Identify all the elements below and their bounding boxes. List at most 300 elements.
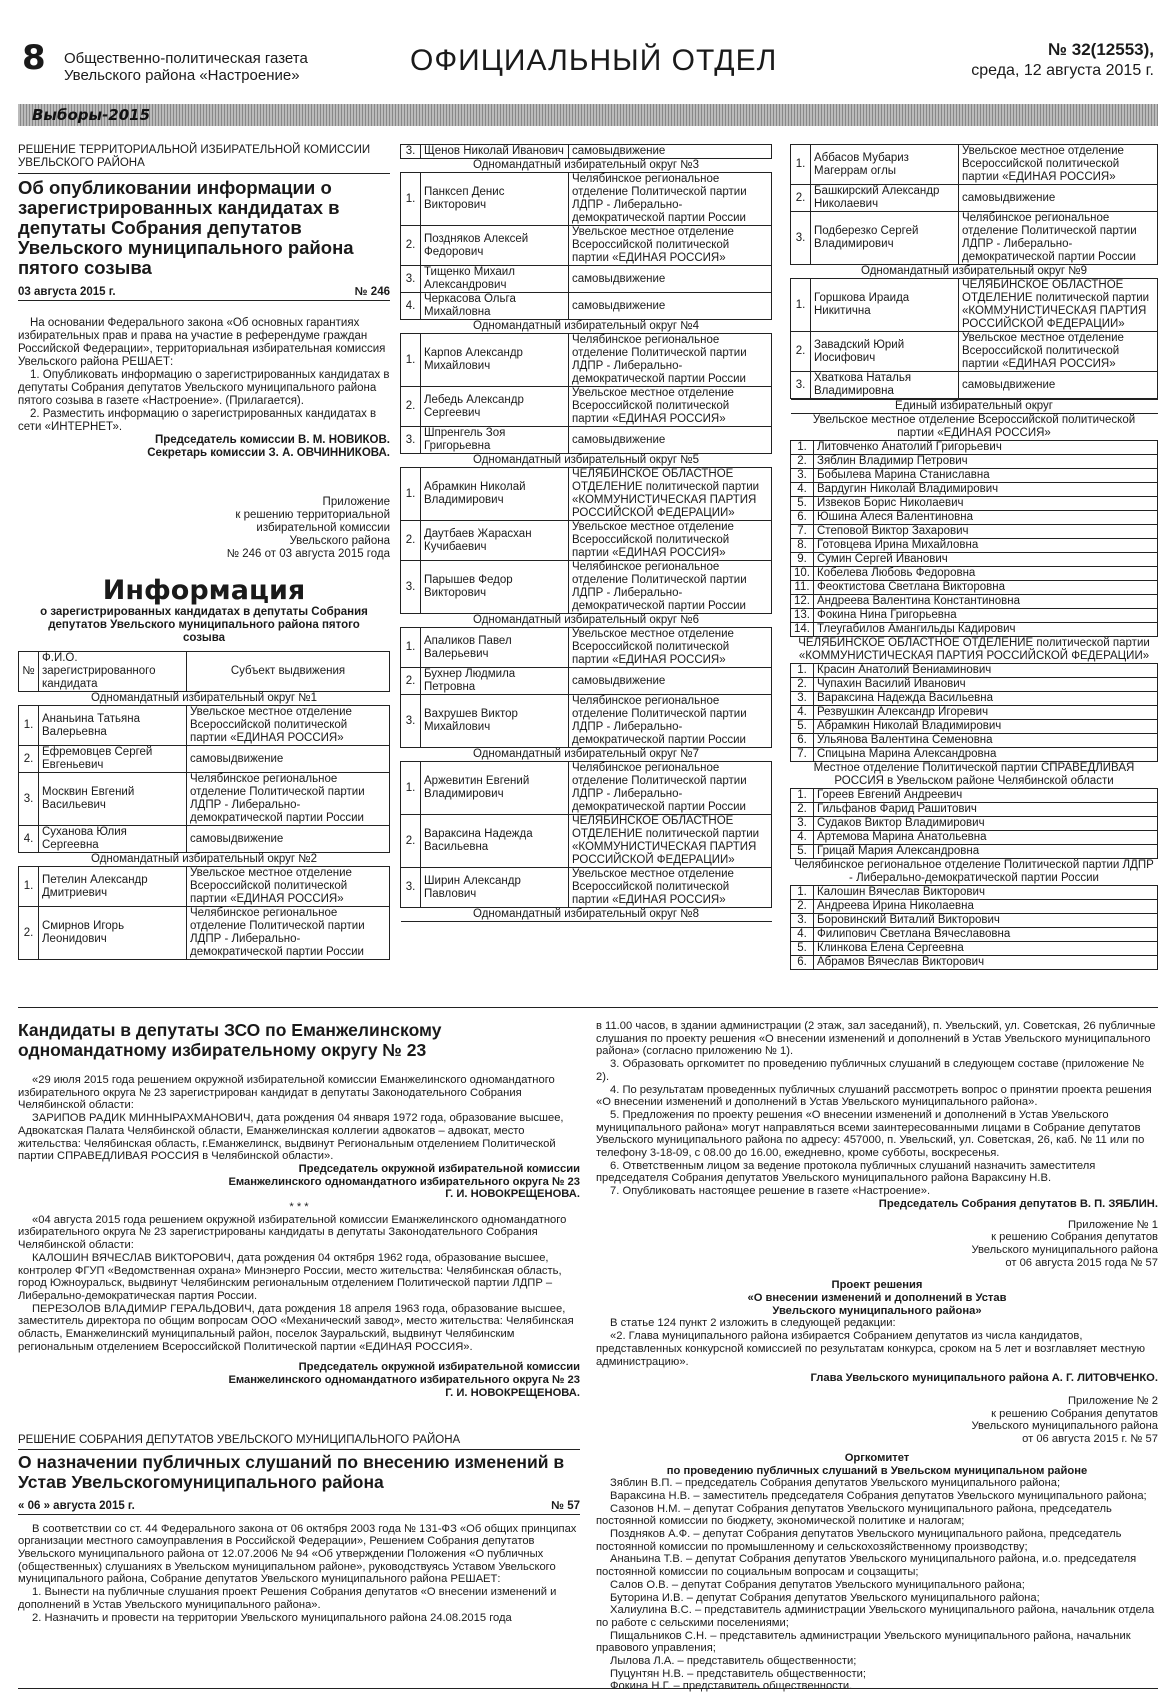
candidate-name: Юшина Алеся Валентиновна — [814, 511, 1158, 525]
table-row — [19, 826, 390, 853]
row-number: 2. — [791, 185, 811, 212]
table-row — [401, 226, 772, 266]
nominating-subject: самовыдвижение — [569, 293, 772, 320]
row-number: 1. — [791, 441, 814, 455]
row-number: 2. — [791, 803, 814, 817]
nominating-subject: самовыдвижение — [569, 266, 772, 293]
nominating-subject: Увельское местное отделение Всероссийской политической партии «ЕДИНАЯ РОССИЯ» — [187, 867, 390, 907]
col3-table — [790, 144, 1158, 970]
table-row — [791, 748, 1158, 762]
nominating-subject: ЧЕЛЯБИНСКОЕ ОБЛАСТНОЕ ОТДЕЛЕНИЕ политической партии «КОММУНИСТИЧЕСКАЯ ПАРТИЯ РОССИЙСКОЙ ФЕДЕРАЦИИ» — [959, 279, 1158, 332]
committee-member: Сазонов Н.М. – депутат Собрания депутатов Увельского муниципального района, председатель постоянной комиссии по бюджету, экономической политике и налогам; — [596, 1502, 1112, 1528]
page-bottom-rule — [18, 1688, 1158, 1689]
candidate-name: Петелин Александр Дмитриевич — [39, 867, 187, 907]
row-number: 3. — [401, 427, 421, 454]
nominating-subject: Увельское местное отделение Всероссийской политической партии «ЕДИНАЯ РОССИЯ» — [569, 387, 772, 427]
table-row — [791, 900, 1158, 914]
district-label: ЧЕЛЯБИНСКОЕ ОБЛАСТНОЕ ОТДЕЛЕНИЕ политической партии «КОММУНИСТИЧЕСКАЯ ПАРТИЯ РОССИЙСКОЙ ФЕДЕРАЦИИ» — [791, 637, 1158, 664]
th-number: № — [19, 652, 39, 692]
row-number: 2. — [401, 387, 421, 427]
candidate-name: Гореев Евгений Андреевич — [814, 789, 1158, 803]
table-row — [791, 511, 1158, 525]
kicker: РЕШЕНИЕ ТЕРРИТОРИАЛЬНОЙ ИЗБИРАТЕЛЬНОЙ КОМИССИИ УВЕЛЬСКОГО РАЙОНА — [18, 144, 371, 169]
table-row — [401, 561, 772, 614]
signature: Глава Увельского муниципального района А. Г. ЛИТОВЧЕНКО. — [810, 1372, 1158, 1385]
district-label: Единый избирательный округ — [791, 400, 1158, 414]
table-row — [791, 455, 1158, 469]
table-row — [791, 831, 1158, 845]
table-row — [791, 706, 1158, 720]
nominating-subject: Челябинское региональное отделение Политической партии ЛДПР - Либерально-демократической партии России — [569, 695, 772, 748]
table-row — [401, 868, 772, 908]
table-row — [19, 907, 390, 960]
candidate-name: Сумин Сергей Иванович — [814, 553, 1158, 567]
candidate-name: Лебедь Александр Сергеевич — [421, 387, 569, 427]
district-label: Местное отделение Политической партии СПРАВЕДЛИВАЯ РОССИЯ в Увельском районе Челябинской области — [791, 762, 1158, 789]
kicker: РЕШЕНИЕ СОБРАНИЯ ДЕПУТАТОВ УВЕЛЬСКОГО МУНИЦИПАЛЬНОГО РАЙОНА — [18, 1434, 580, 1450]
candidate-name: Поздняков Алексей Федорович — [421, 226, 569, 266]
candidate-name: Даутбаев Жарасхан Кучибаевич — [421, 521, 569, 561]
district-row — [401, 320, 772, 334]
nominating-subject: самовыдвижение — [187, 826, 390, 853]
committee-member: Пищальников С.Н. – представитель администрации Увельского муниципального района, начальник правового управления; — [596, 1629, 1131, 1655]
candidate-name: Степовой Виктор Захарович — [814, 525, 1158, 539]
row-number: 5. — [791, 845, 814, 859]
para: КАЛОШИН ВЯЧЕСЛАВ ВИКТОРОВИЧ, дата рождения 04 октября 1962 года, образование высшее, контролер ФГУП «Ведомственная охрана» Минэнерго России, место жительства: Челябинская область, город Южноуральск, выдвинут Челябинским региональным отделением Политической партии ЛДПР – Либерально-демократическая партия России. — [18, 1251, 562, 1302]
table-row — [401, 762, 772, 815]
candidate-name: Чупахин Василий Иванович — [814, 678, 1158, 692]
candidates-table-1 — [18, 651, 390, 960]
nominating-subject: самовыдвижение — [187, 746, 390, 773]
row-number: 1. — [791, 145, 811, 185]
candidate-name: Парышев Федор Викторович — [421, 561, 569, 614]
district-label: Челябинское региональное отделение Политической партии ЛДПР - Либерально-демократической партии России — [791, 859, 1158, 886]
committee-list — [596, 1477, 1158, 1693]
table-row — [791, 279, 1158, 332]
table-row — [791, 553, 1158, 567]
row-number: 2. — [791, 678, 814, 692]
table-row — [791, 845, 1158, 859]
candidate-name: Аббасов Мубариз Магеррам оглы — [811, 145, 959, 185]
district-row — [401, 748, 772, 762]
col1-article — [18, 144, 390, 960]
row-number: 12. — [791, 595, 814, 609]
row-number: 4. — [791, 483, 814, 497]
row-number: 3. — [401, 145, 421, 159]
row-number: 3. — [791, 817, 814, 831]
candidate-name: Завадский Юрий Иосифович — [811, 332, 959, 372]
row-number: 6. — [791, 956, 814, 970]
rubric-label: Выборы-2015 — [32, 106, 151, 124]
table-row — [791, 914, 1158, 928]
issue-number: № 32(12553), — [1048, 40, 1154, 59]
nominating-subject: Увельское местное отделение Всероссийской политической партии «ЕДИНАЯ РОССИЯ» — [187, 706, 390, 746]
row-number: 3. — [401, 561, 421, 614]
table-row — [401, 815, 772, 868]
committee-member: Поздняков А.Ф. – депутат Собрания депутатов Увельского муниципального района, председатель постоянной комиссии по промышленному и сельскохозяйственному производству; — [596, 1528, 1122, 1553]
row-number: 3. — [401, 266, 421, 293]
candidate-name: Абрамов Вячеслав Викторович — [814, 956, 1158, 970]
candidate-name: Артемова Марина Анатольевна — [814, 831, 1158, 845]
candidate-name: Калошин Вячеслав Викторович — [814, 886, 1158, 900]
para: «04 августа 2015 года решением окружной избирательной комиссии Еманжелинского одномандатного избирательного округа № 23 зарегистрированы кандидаты в депутаты Законодательного Собрания Челябинской области: — [18, 1213, 567, 1252]
candidate-name: Ананьина Татьяна Валерьевна — [39, 706, 187, 746]
table-row — [791, 212, 1158, 265]
row-number: 4. — [791, 831, 814, 845]
row-number: 7. — [791, 748, 814, 762]
candidate-name: Хваткова Наталья Владимировна — [811, 372, 959, 399]
para: На основании Федерального закона «Об основных гарантиях избирательных прав и права на участие в референдуме граждан Российской Федерации», территориальная избирательная комиссия Увельского района РЕШАЕТ: — [18, 317, 386, 368]
candidate-name: Абрамкин Николай Владимирович — [814, 720, 1158, 734]
table-row — [791, 441, 1158, 455]
row-number: 1. — [401, 762, 421, 815]
issue-info — [971, 40, 1154, 81]
appendix-note: Приложение № 1 к решению Собрания депутатов Увельского муниципального района от 06 августа 2015 года № 57 — [971, 1218, 1158, 1269]
table-row — [791, 956, 1158, 970]
nominating-subject: Увельское местное отделение Всероссийской политической партии «ЕДИНАЯ РОССИЯ» — [569, 226, 772, 266]
table-row — [401, 668, 772, 695]
decision-number: № 246 — [354, 286, 390, 298]
rubric-band — [18, 104, 1158, 126]
row-number: 4. — [401, 293, 421, 320]
table-row — [791, 483, 1158, 497]
nominating-subject: Увельское местное отделение Всероссийской политической партии «ЕДИНАЯ РОССИЯ» — [569, 868, 772, 908]
row-number: 3. — [791, 212, 811, 265]
candidate-name: Фокина Нина Григорьевна — [814, 609, 1158, 623]
candidate-name: Апаликов Павел Валерьевич — [421, 628, 569, 668]
table-row — [19, 746, 390, 773]
table-row — [791, 789, 1158, 803]
district-row — [19, 692, 390, 706]
row-number: 1. — [19, 706, 39, 746]
table-row — [791, 886, 1158, 900]
hearing-continuation — [596, 1020, 1158, 1693]
signature: Председатель Собрания депутатов В. П. ЗЯБЛИН. — [878, 1197, 1158, 1210]
table-row — [791, 567, 1158, 581]
row-number: 1. — [791, 279, 811, 332]
nominating-subject: Челябинское региональное отделение Политической партии ЛДПР - Либерально-демократической партии России — [569, 762, 772, 815]
candidate-name: Литовченко Анатолий Григорьевич — [814, 441, 1158, 455]
nominating-subject: ЧЕЛЯБИНСКОЕ ОБЛАСТНОЕ ОТДЕЛЕНИЕ политической партии «КОММУНИСТИЧЕСКАЯ ПАРТИЯ РОССИЙСКОЙ ФЕДЕРАЦИИ» — [569, 815, 772, 868]
para: 3. Образовать оргкомитет по проведению публичных слушаний в следующем составе (приложение № 2). — [596, 1058, 1145, 1083]
table-row — [791, 692, 1158, 706]
row-number: 2. — [401, 668, 421, 695]
para: В соответствии со ст. 44 Федерального закона от 06 октября 2003 года № 131-ФЗ «Об общих принципах организации местного самоуправления в Российской Федерации», Решением Собрания депутатов Увельского муниципального района от 12.07.2006 № 94 «Об утверждении Положения «О публичных (общественных) слушаниях в Увельском муниципальном районе», руководствуясь Уставом Увельского муниципального района, Собрание депутатов Увельского муниципального района РЕШАЕТ: — [18, 1522, 577, 1586]
row-number: 1. — [401, 628, 421, 668]
candidate-name: Кобелева Любовь Федоровна — [814, 567, 1158, 581]
nominating-subject: Челябинское региональное отделение Политической партии ЛДПР - Либерально-демократической партии России — [187, 773, 390, 826]
para: «29 июля 2015 года решением окружной избирательной комиссии Еманжелинского одномандатного избирательного округа № 23 зарегистрирован кандидат в депутаты Законодательного Собрания Челябинской области: — [18, 1074, 555, 1112]
section-divider — [18, 1007, 1158, 1008]
para: 1. Опубликовать информацию о зарегистрированных кандидатах в депутаты Собрания депутатов Увельского муниципального района пятого созыва в газете «Настроение». (Прилагается). — [18, 369, 390, 407]
info-subheading: о зарегистрированных кандидатах в депутаты Собрания депутатов Увельского муниципального района пятого созыва — [40, 606, 368, 644]
row-number: 3. — [19, 773, 39, 826]
table-row — [401, 387, 772, 427]
signature: Председатель окружной избирательной комиссии Еманжелинского одномандатного избирательного округа № 23 Г. И. НОВОКРЕЩЕНОВА. — [228, 1361, 580, 1399]
date-line — [18, 1500, 580, 1515]
candidate-name: Черкасова Ольга Михайловна — [421, 293, 569, 320]
nominating-subject: самовыдвижение — [569, 145, 772, 159]
para: 2. Назначить и провести на территории Увельского муниципального района 24.08.2015 года — [32, 1611, 512, 1624]
candidate-name: Тищенко Михаил Александрович — [421, 266, 569, 293]
committee-member: Лылова Л.А. – представитель общественности; — [610, 1655, 857, 1668]
table-row — [791, 803, 1158, 817]
appendix-note: Приложение № 2 к решению Собрания депутатов Увельского муниципального района от 06 августа 2015 г. № 57 — [971, 1394, 1158, 1446]
table-row — [791, 817, 1158, 831]
appendix-note: Приложение к решению территориальной избирательной комиссии Увельского района № 246 от 03 августа 2015 года — [226, 496, 390, 560]
row-number: 5. — [791, 942, 814, 956]
row-number: 6. — [791, 734, 814, 748]
table-row — [401, 173, 772, 226]
candidate-name: Спицына Марина Александровна — [814, 748, 1158, 762]
candidate-name: Вахрушев Виктор Михайлович — [421, 695, 569, 748]
issue-date: среда, 12 августа 2015 г. — [971, 62, 1154, 79]
para: ЗАРИПОВ РАДИК МИННЫРАХМАНОВИЧ, дата рождения 04 января 1972 года, образование высшее, Адвокатская Палата Челябинской области, Еманжелинская коллегии адвокатов – адвокат, место жительства: Челябинская область, г.Еманжелинск, выдвинут Региональным отделением Политической партии СПРАВЕДЛИВАЯ РОССИЯ в Челябинской области». — [18, 1112, 564, 1163]
table-row — [19, 773, 390, 826]
row-number: 9. — [791, 553, 814, 567]
table-row — [791, 332, 1158, 372]
candidate-name: Готовцева Ирина Михайловна — [814, 539, 1158, 553]
nominating-subject: самовыдвижение — [569, 427, 772, 454]
candidate-name: Шпренгель Зоя Григорьевна — [421, 427, 569, 454]
candidate-name: Бухнер Людмила Петровна — [421, 668, 569, 695]
row-number: 11. — [791, 581, 814, 595]
row-number: 5. — [791, 720, 814, 734]
row-number: 2. — [401, 815, 421, 868]
row-number: 2. — [401, 521, 421, 561]
row-number: 4. — [791, 706, 814, 720]
candidate-name: Красин Анатолий Вениаминович — [814, 664, 1158, 678]
decision-number: № 57 — [551, 1499, 580, 1512]
nominating-subject: Увельское местное отделение Всероссийской политической партии «ЕДИНАЯ РОССИЯ» — [569, 628, 772, 668]
th-name: Ф.И.О. зарегистрированного кандидата — [39, 652, 187, 692]
district-label: Одномандатный избирательный округ №7 — [401, 748, 772, 762]
emanzhelinsk-article — [18, 1020, 580, 1624]
table-row — [791, 581, 1158, 595]
party-list-table — [790, 399, 1158, 970]
para: 4. По результатам проведенных публичных слушаний рассмотреть вопрос о принятии проекта решения «О внесении изменений и дополнений в Устав Увельского муниципального района». — [596, 1083, 1152, 1109]
paper-line-2: Увельского района «Настроение» — [64, 67, 300, 84]
table-row — [401, 145, 772, 159]
candidate-name: Вардугин Николай Владимирович — [814, 483, 1158, 497]
candidate-name: Суханова Юлия Сергеевна — [39, 826, 187, 853]
table-row — [791, 942, 1158, 956]
table-row — [791, 372, 1158, 399]
candidate-name: Андреева Валентина Константиновна — [814, 595, 1158, 609]
district-row — [791, 414, 1158, 441]
district-row — [401, 159, 772, 173]
row-number: 2. — [791, 332, 811, 372]
decision-date: « 06 » августа 2015 г. — [18, 1499, 135, 1512]
candidate-name: Извеков Борис Николаевич — [814, 497, 1158, 511]
para: 2. Разместить информацию о зарегистрированных кандидатах в сети «ИНТЕРНЕТ». — [18, 408, 377, 433]
nominating-subject: самовыдвижение — [959, 372, 1158, 399]
district-label: Одномандатный избирательный округ №1 — [19, 692, 390, 706]
row-number: 3. — [791, 469, 814, 483]
table-row — [401, 628, 772, 668]
committee-member: Ананьина Т.В. – депутат Собрания депутатов Увельского муниципального района, и.о. председателя постоянной комиссии по социальным вопросам и соцзащиты; — [596, 1553, 1137, 1579]
signature: Председатель окружной избирательной комиссии Еманжелинского одномандатного избирательного округа № 23 Г. И. НОВОКРЕЩЕНОВА. — [228, 1162, 580, 1201]
district-row — [19, 853, 390, 867]
table-row — [401, 334, 772, 387]
district-row — [791, 637, 1158, 664]
candidate-name: Андреева Ирина Николаевна — [814, 900, 1158, 914]
candidate-name: Горшкова Ираида Никитична — [811, 279, 959, 332]
row-number: 3. — [791, 372, 811, 399]
article-title: О назначении публичных слушаний по внесению изменений в Устав Увельскогомуниципального района — [18, 1451, 565, 1492]
district-label: Одномандатный избирательный округ №9 — [791, 265, 1158, 279]
row-number: 4. — [19, 826, 39, 853]
candidate-name: Щенов Николай Иванович — [421, 145, 569, 159]
table-row — [401, 293, 772, 320]
committee-member: Салов О.В. – депутат Собрания депутатов Увельского муниципального района; — [610, 1578, 1025, 1591]
table-row — [791, 595, 1158, 609]
candidate-name: Вараксина Надежда Васильевна — [421, 815, 569, 868]
row-number: 10. — [791, 567, 814, 581]
th-subject: Субъект выдвижения — [187, 652, 390, 692]
paper-name — [64, 50, 308, 84]
district-row — [401, 614, 772, 628]
table-row — [401, 695, 772, 748]
committee-member: Буторина И.В. – депутат Собрания депутатов Увельского муниципального района; — [610, 1591, 1040, 1604]
paper-line-1: Общественно-политическая газета — [64, 50, 308, 67]
candidate-name: Зяблин Владимир Петрович — [814, 455, 1158, 469]
para: в 11.00 часов, в здании администрации (2 этаж, зал заседаний), п. Увельский, ул. Советская, 26 публичные слушания по проекту решения «О внесении изменений и дополнений в Устав Увельского муниципального района» (согласно приложению № 1). — [596, 1020, 1156, 1058]
row-number: 1. — [791, 664, 814, 678]
committee-member: Фокина Н.Г. – представитель общественности. — [610, 1680, 853, 1693]
article-body — [18, 317, 390, 460]
nominating-subject: Увельское местное отделение Всероссийской политической партии «ЕДИНАЯ РОССИЯ» — [959, 332, 1158, 372]
para: ПЕРЕЗОЛОВ ВЛАДИМИР ГЕРАЛЬДОВИЧ, дата рождения 18 апреля 1963 года, образование высшее, заместитель директора по общим вопросам ООО «Механический завод», место жительства: Челябинская область, Еманжелинский муниципальный район, поселок Зауральский, выдвинут Челябинским региональным отделением Всероссийской Политической партии «ЕДИНАЯ РОССИЯ». — [18, 1302, 574, 1353]
row-number: 4. — [791, 928, 814, 942]
table-row — [791, 497, 1158, 511]
decision-date: 03 августа 2015 г. — [18, 286, 116, 298]
row-number: 3. — [791, 914, 814, 928]
candidate-name: Вараксина Надежда Васильевна — [814, 692, 1158, 706]
row-number: 2. — [19, 746, 39, 773]
signature: Председатель комиссии В. М. НОВИКОВ. — [154, 434, 390, 446]
row-number: 7. — [791, 525, 814, 539]
row-number: 1. — [19, 867, 39, 907]
candidates-table-3 — [790, 144, 1158, 399]
table-row — [791, 664, 1158, 678]
article-title: Кандидаты в депутаты ЗСО по Еманжелинскому одномандатному избирательному округу № 23 — [18, 1020, 442, 1060]
row-number: 14. — [791, 623, 814, 637]
candidate-name: Клинкова Елена Сергеевна — [814, 942, 1158, 956]
committee-member: Халиулина В.С. – представитель администрации Увельского муниципального района, начальник отдела по работе с сельскими поселениями; — [596, 1604, 1155, 1629]
committee-title: Оргкомитет по проведению публичных слушаний в Увельском муниципальном районе — [666, 1451, 1088, 1477]
row-number: 3. — [401, 868, 421, 908]
candidate-name: Панксеп Денис Викторович — [421, 173, 569, 226]
info-heading: Информация — [102, 575, 306, 606]
nominating-subject: самовыдвижение — [569, 668, 772, 695]
table-row — [401, 427, 772, 454]
row-number: 13. — [791, 609, 814, 623]
row-number: 1. — [401, 334, 421, 387]
article-title: Об опубликовании информации о зарегистрированных кандидатах в депутаты Собрания депутатов Увельского муниципального района пятого созыва — [18, 177, 354, 278]
candidate-name: Феоктистова Светлана Викторовна — [814, 581, 1158, 595]
nominating-subject: Челябинское региональное отделение Политической партии ЛДПР - Либерально-демократической партии России — [187, 907, 390, 960]
district-row — [791, 762, 1158, 789]
district-label: Одномандатный избирательный округ №5 — [401, 454, 772, 468]
candidate-name: Ширин Александр Павлович — [421, 868, 569, 908]
nominating-subject: Челябинское региональное отделение Политической партии ЛДПР - Либерально-демократической партии России — [569, 334, 772, 387]
district-row — [791, 400, 1158, 414]
district-label: Одномандатный избирательный округ №8 — [401, 908, 772, 922]
article-body — [18, 1523, 580, 1625]
separator: * * * — [289, 1201, 309, 1214]
candidates-table-2 — [400, 144, 772, 922]
table-row — [791, 623, 1158, 637]
table-row — [19, 706, 390, 746]
row-number: 5. — [791, 497, 814, 511]
para: В статье 124 пункт 2 изложить в следующей редакции: — [610, 1317, 896, 1330]
candidate-name: Карпов Александр Михайлович — [421, 334, 569, 387]
district-label: Одномандатный избирательный округ №3 — [401, 159, 772, 173]
table-row — [791, 539, 1158, 553]
table-row — [791, 734, 1158, 748]
row-number: 6. — [791, 511, 814, 525]
row-number: 8. — [791, 539, 814, 553]
district-label: Одномандатный избирательный округ №4 — [401, 320, 772, 334]
candidate-name: Бобылева Марина Станиславна — [814, 469, 1158, 483]
candidate-name: Ульянова Валентина Семеновна — [814, 734, 1158, 748]
row-number: 2. — [791, 455, 814, 469]
row-number: 1. — [791, 886, 814, 900]
nominating-subject: ЧЕЛЯБИНСКОЕ ОБЛАСТНОЕ ОТДЕЛЕНИЕ политической партии «КОММУНИСТИЧЕСКАЯ ПАРТИЯ РОССИЙСКОЙ ФЕДЕРАЦИИ» — [569, 468, 772, 521]
row-number: 2. — [401, 226, 421, 266]
committee-member: Пуцунтян Н.В. – представитель общественности; — [610, 1667, 866, 1680]
candidate-name: Боровинский Виталий Викторович — [814, 914, 1158, 928]
district-row — [791, 859, 1158, 886]
table-row — [401, 266, 772, 293]
district-row — [401, 908, 772, 922]
district-row — [401, 454, 772, 468]
table-row — [791, 469, 1158, 483]
table-row — [791, 720, 1158, 734]
table-row — [791, 145, 1158, 185]
page-number: 8 — [22, 38, 46, 78]
table-row — [401, 521, 772, 561]
district-row — [791, 265, 1158, 279]
candidate-name: Резвушкин Александр Игоревич — [814, 706, 1158, 720]
article-body — [18, 1074, 580, 1400]
candidate-name: Филипович Светлана Вячеславовна — [814, 928, 1158, 942]
signature: Секретарь комиссии З. А. ОВЧИННИКОВА. — [147, 447, 390, 459]
candidate-name: Гильфанов Фарид Рашитович — [814, 803, 1158, 817]
row-number: 1. — [791, 789, 814, 803]
district-label: Одномандатный избирательный округ №6 — [401, 614, 772, 628]
para: 1. Вынести на публичные слушания проект Решения Собрания депутатов «О внесении изменений и дополнений в Устав Увельского муниципального района». — [18, 1586, 557, 1611]
row-number: 3. — [791, 692, 814, 706]
nominating-subject: Челябинское региональное отделение Политической партии ЛДПР - Либерально-демократической партии России — [569, 173, 772, 226]
candidate-name: Москвин Евгений Васильевич — [39, 773, 187, 826]
nominating-subject: самовыдвижение — [959, 185, 1158, 212]
table-row — [791, 678, 1158, 692]
committee-member: Зяблин В.П. – председатель Собрания депутатов Увельского муниципального района; — [610, 1477, 1061, 1490]
para: 6. Ответственным лицом за ведение протокола публичных слушаний назначить заместителя председателя Собрания депутатов Увельского муниципального района Вараксину Н.В. — [596, 1159, 1096, 1185]
candidate-name: Подберезко Сергей Владимирович — [811, 212, 959, 265]
row-number: 2. — [791, 900, 814, 914]
table-row — [791, 525, 1158, 539]
table-row — [401, 468, 772, 521]
candidate-name: Смирнов Игорь Леонидович — [39, 907, 187, 960]
district-label: Увельское местное отделение Всероссийской политической партии «ЕДИНАЯ РОССИЯ» — [791, 414, 1158, 441]
nominating-subject: Челябинское региональное отделение Политической партии ЛДПР - Либерально-демократической партии России — [569, 561, 772, 614]
nominating-subject: Увельское местное отделение Всероссийской политической партии «ЕДИНАЯ РОССИЯ» — [959, 145, 1158, 185]
candidate-name: Ефремовцев Сергей Евгеньевич — [39, 746, 187, 773]
date-line — [18, 286, 390, 301]
